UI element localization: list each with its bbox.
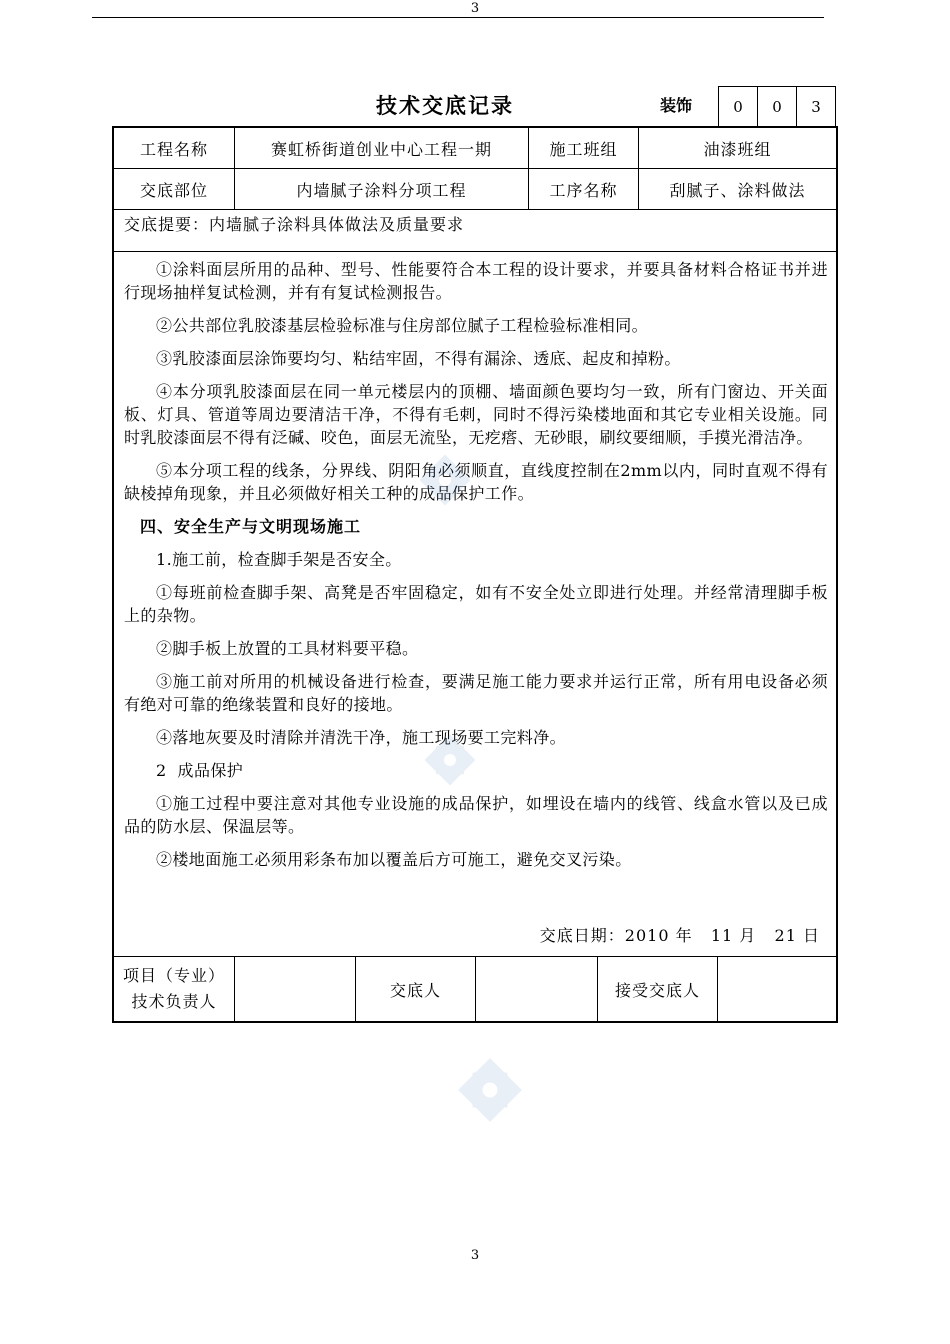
content-body	[114, 252, 836, 957]
process-value: 刮腻子、涂料做法	[638, 169, 836, 209]
record-table	[112, 126, 838, 1023]
paragraph: ④落地灰要及时清除并清洗干净，施工现场要工完料净。	[156, 728, 567, 747]
receiver-label: 接受交底人	[597, 957, 717, 1021]
handover-person-label: 交底人	[355, 957, 475, 1021]
signature-row	[114, 957, 836, 1021]
watermark-logo-icon	[410, 720, 490, 800]
info-row-project	[114, 128, 836, 169]
paragraph: ⑤本分项工程的线条，分界线、阴阳角必须顺直，直线度控制在2mm以内，同时直观不得有缺棱掉角现象，并且必须做好相关工种的成品保护工作。	[124, 461, 828, 503]
watermark-logo-icon	[440, 1040, 540, 1140]
page-number-top: 3	[470, 1, 480, 16]
summary-row: 交底提要：内墙腻子涂料具体做法及质量要求	[114, 210, 836, 252]
watermark-logo-icon	[405, 440, 485, 520]
tech-lead-label-line2: 技术负责人	[131, 992, 217, 1011]
handover-person-signature-field[interactable]	[475, 957, 597, 1021]
document-title: 技术交底记录	[376, 93, 514, 118]
paragraph: ②楼地面施工必须用彩条布加以覆盖后方可施工，避免交叉污染。	[156, 850, 632, 869]
team-label: 施工班组	[528, 128, 638, 168]
category-label: 装饰	[660, 96, 693, 115]
paragraph: ④本分项乳胶漆面层在同一单元楼层内的顶棚、墙面颜色要均匀一致，所有门窗边、开关面板、灯具、管道等周边要清洁干净，不得有毛刺，同时不得污染楼地面和其它专业相关设施。同时乳胶漆面层不得有泛碱、咬色，面层无流坠，无疙瘩、无砂眼，刷纹要细顺，手摸光滑洁净。	[124, 382, 828, 447]
process-label: 工序名称	[528, 169, 638, 209]
project-name-label: 工程名称	[139, 139, 208, 159]
paragraph: ③乳胶漆面层涂饰要均匀、粘结牢固，不得有漏涂、透底、起皮和掉粉。	[156, 349, 681, 368]
location-value: 内墙腻子涂料分项工程	[234, 169, 528, 209]
page-number-bottom: 3	[470, 1248, 480, 1263]
section-heading: 四、安全生产与文明现场施工	[140, 517, 362, 536]
code-digit: 0	[757, 87, 796, 126]
tech-lead-label	[114, 957, 234, 1021]
location-label: 交底部位	[139, 180, 208, 200]
team-value: 油漆班组	[638, 128, 836, 168]
paragraph: ①施工过程中要注意对其他专业设施的成品保护，如埋设在墙内的线管、线盒水管以及已成品的防水层、保温层等。	[124, 794, 828, 836]
record-code-box	[718, 86, 836, 126]
project-name-value: 赛虹桥街道创业中心工程一期	[234, 128, 528, 168]
tech-lead-signature-field[interactable]	[234, 957, 355, 1021]
paragraph: ②公共部位乳胶漆基层检验标准与住房部位腻子工程检验标准相同。	[156, 316, 649, 335]
handover-date: 交底日期：2010 年 11 月 21 日	[539, 926, 820, 945]
header-rule	[92, 17, 824, 18]
paragraph: ①每班前检查脚手架、高凳是否牢固稳定，如有不安全处立即进行处理。并经常清理脚手板上的杂物。	[124, 583, 828, 625]
paragraph: ①涂料面层所用的品种、型号、性能要符合本工程的设计要求，并要具备材料合格证书并进行现场抽样复试检测，并有有复试检测报告。	[124, 260, 828, 302]
code-digit: 3	[796, 87, 835, 126]
subsection-title: 1.施工前，检查脚手架是否安全。	[156, 550, 402, 569]
receiver-signature-field[interactable]	[717, 957, 836, 1021]
subsection-title: 2 成品保护	[156, 761, 244, 780]
code-digit: 0	[733, 97, 743, 116]
paragraph: ③施工前对所用的机械设备进行检查，要满足施工能力要求并运行正常，所有用电设备必须有绝对可靠的绝缘装置和良好的接地。	[124, 672, 828, 714]
paragraph: ②脚手板上放置的工具材料要平稳。	[156, 639, 419, 658]
tech-lead-label-line1: 项目（专业）	[122, 966, 225, 985]
info-row-location	[114, 169, 836, 210]
